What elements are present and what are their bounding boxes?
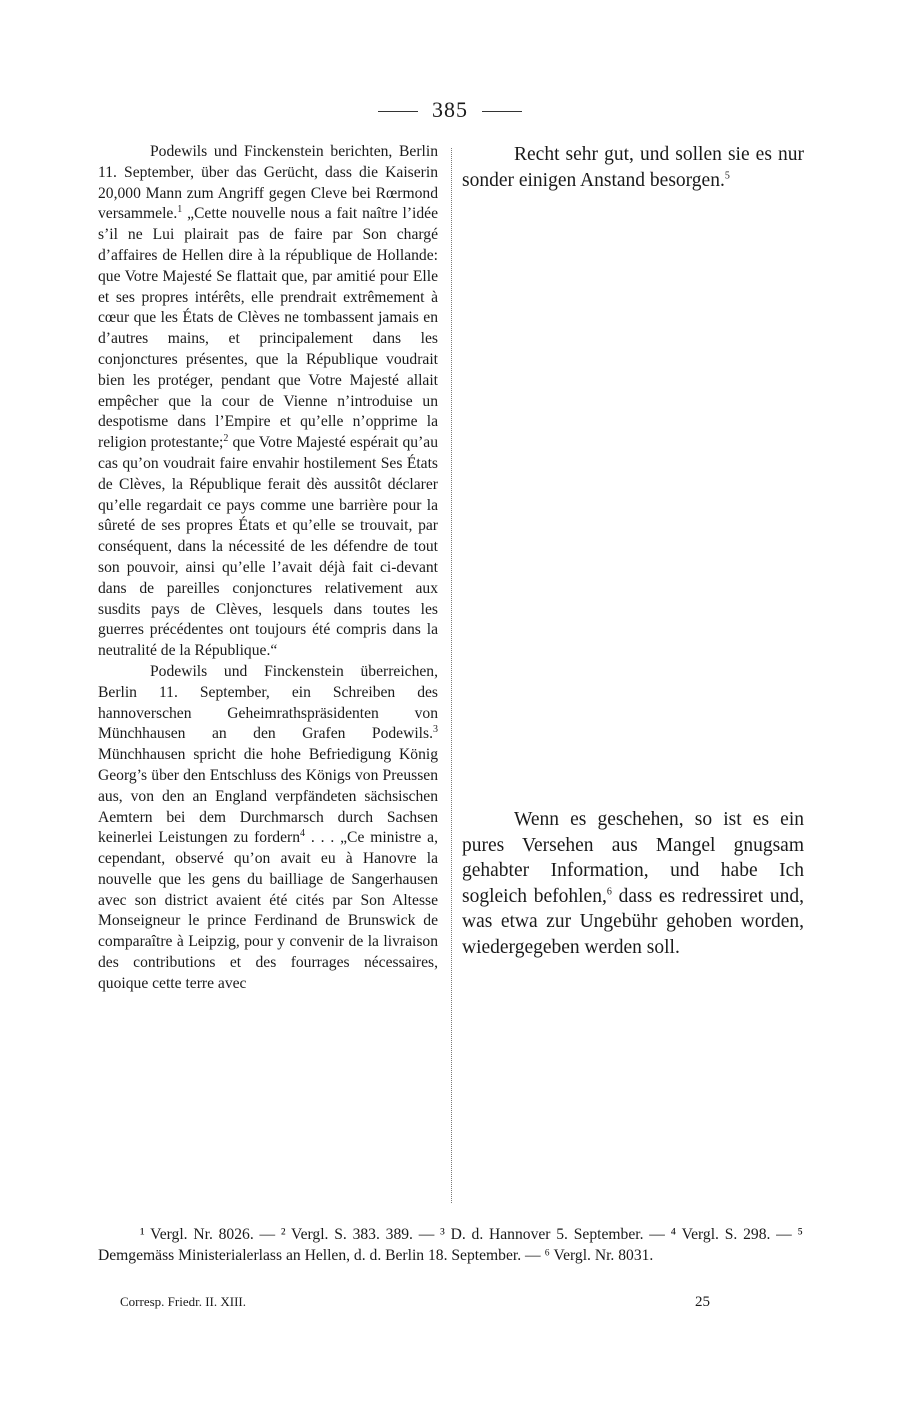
page-number-dash-left bbox=[378, 111, 418, 112]
footnote-ref: 2 bbox=[223, 432, 229, 444]
page-number-text: 385 bbox=[432, 97, 468, 122]
signature-mark: 25 bbox=[695, 1294, 710, 1310]
footnote-ref: 6 bbox=[606, 886, 612, 897]
summary-text: que Votre Majesté espérait qu’au cas qu’on voudrait faire envahir hostilement Ses États de Clèves, la République ferait dès aussitôt déclarer qu’elle regardait ce pays comme une barrière pour la sûreté de ses propres États et qu’elle se trouvait, par conséquent, dans la nécessité de les défendre de tout son pouvoir, ainsi qu’elle l’avait déjà fait ci-devant dans de pareilles conjonctures relativement aux susdits pays de Clèves, lesquels dans toutes les guerres précédentes ont toujours été compris dans la neutralité de la République.“ bbox=[98, 434, 438, 660]
king-reply-2 bbox=[462, 807, 804, 960]
page-footer bbox=[120, 1294, 710, 1311]
summary-paragraph-cleve bbox=[98, 142, 438, 662]
reply-text: Recht sehr gut, und sollen sie es nur sonder einigen Anstand besorgen. bbox=[462, 144, 804, 191]
summary-text: Münchhausen spricht die hohe Befriedigung König Georg’s über den Entschluss des Königs von Preussen aus, von den an England verpfändeten sächsischen Aemtern bei dem Durchmarsch durch Sachsen keinerlei Leistungen zu fordern bbox=[98, 746, 438, 847]
reply-paragraph bbox=[462, 142, 804, 193]
summary-text: Podewils und Finckenstein berichten, Berlin 11. September, über das Gerücht, dass die Kaiserin 20,000 Mann zum Angriff gegen Cleve bei Rœrmond versammele. bbox=[98, 143, 438, 223]
reply-text: Wenn es geschehen, so ist es ein pures Versehen aus Mangel gnugsam gehabter Information, und habe Ich sogleich befohlen, bbox=[462, 809, 804, 907]
summary-text: „Cette nouvelle nous a fait naître l’idée s’il ne Lui plairait pas de faire par Son chargé d’affaires de Hellen dire à la république de Hollande: que Votre Majesté Se flattait que, par amitié pour Elle et ses propres intérêts, elle prendrait extrêmement à cœur que les États de Clèves ne tombassent jamais en d’autres mains, et principalement dans les conjonctures présentes, que la République voudrait bien les protéger, pendant que Votre Majesté allait empêcher que la cour de Vienne n’introduise un despotisme dans l’Empire et qu’elle n’opprime la religion protestante; bbox=[98, 205, 438, 452]
column-divider bbox=[451, 148, 452, 1203]
footnote-ref: 1 bbox=[177, 204, 183, 216]
king-reply-1 bbox=[462, 142, 804, 193]
footnote-ref: 5 bbox=[724, 170, 730, 181]
reply-text: dass es redressiret und, was etwa zur Ungebühr gehoben worden, wiedergegeben werden soll. bbox=[462, 885, 804, 958]
page-number-dash-right bbox=[482, 111, 522, 112]
summary-column bbox=[98, 142, 438, 995]
footnote-ref: 4 bbox=[300, 828, 306, 840]
summary-text: . . . „Ce ministre a, cependant, observé qu’on avait eu à Hanovre la nouvelle que les gens du bailliage de Sangerhausen avec son district avaient été cités par Son Altesse Monseigneur le prince Ferdinand de Brunswick de comparaître à Leipzig, pour y convenir de la livraison des contributions et des fourrages nécessaires, quoique cette terre avec bbox=[98, 829, 438, 992]
reply-paragraph bbox=[462, 807, 804, 960]
footnotes bbox=[98, 1224, 803, 1266]
source-reference: Corresp. Friedr. II. XIII. bbox=[120, 1294, 246, 1309]
page-number bbox=[0, 97, 900, 123]
summary-paragraph-hanover bbox=[98, 662, 438, 995]
footnote-text: ¹ Vergl. Nr. 8026. — ² Vergl. S. 383. 389. — ³ D. d. Hannover 5. September. — ⁴ Vergl. S. 298. — ⁵ Demgemäss Ministerialerlass an Hellen, d. d. Berlin 18. September. — ⁶ Vergl. Nr. 8031. bbox=[98, 1226, 803, 1264]
summary-text: Podewils und Finckenstein überreichen, Berlin 11. September, ein Schreiben des hannoverschen Geheimrathspräsidenten von Münchhausen an den Grafen Podewils. bbox=[98, 662, 438, 743]
footnote-ref: 3 bbox=[433, 724, 438, 736]
